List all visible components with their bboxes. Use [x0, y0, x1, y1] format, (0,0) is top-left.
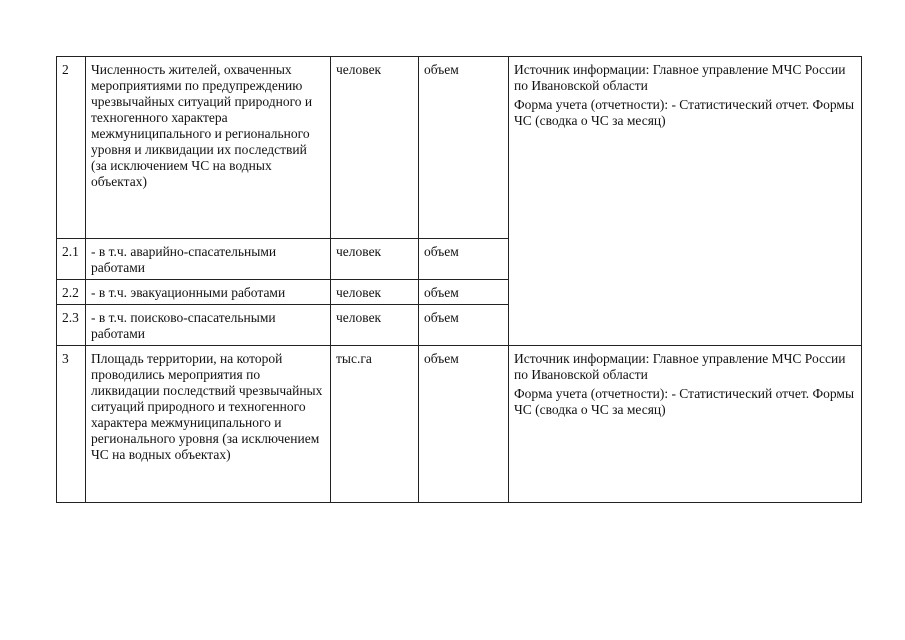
indicator-name: - в т.ч. поисково-спасательными работами [86, 305, 331, 346]
table-row [57, 346, 862, 503]
indicator-name: - в т.ч. аварийно-спасательными работами [86, 239, 331, 280]
source-cell [509, 57, 862, 346]
unit-cell: человек [331, 239, 419, 280]
row-number: 2.1 [57, 239, 86, 280]
unit-cell: человек [331, 280, 419, 305]
indicator-name: - в т.ч. эвакуационными работами [86, 280, 331, 305]
unit-cell: человек [331, 57, 419, 239]
indicator-name: Численность жителей, охваченных мероприятиями по предупреждению чрезвычайных ситуаций природного и техногенного характера межмуниципального и регионального уровня и ликвидации их последствий (за исключением ЧС на водных объектах) [86, 57, 331, 239]
row-number: 3 [57, 346, 86, 503]
source-info: Источник информации: Главное управление МЧС России по Ивановской области [514, 351, 846, 382]
method-cell: объем [419, 305, 509, 346]
unit-cell: тыс.га [331, 346, 419, 503]
row-number: 2.2 [57, 280, 86, 305]
method-cell: объем [419, 346, 509, 503]
row-number: 2.3 [57, 305, 86, 346]
method-cell: объем [419, 280, 509, 305]
indicator-name: Площадь территории, на которой проводились мероприятия по ликвидации последствий чрезвычайных ситуаций природного и техногенного характера межмуниципального и регионального уровня (за исключением ЧС на водных объектах) [86, 346, 331, 503]
source-info: Источник информации: Главное управление МЧС России по Ивановской области [514, 62, 846, 93]
source-cell [509, 346, 862, 503]
method-cell: объем [419, 57, 509, 239]
table-row [57, 57, 862, 239]
reporting-form: Форма учета (отчетности): - Статистический отчет. Формы ЧС (сводка о ЧС за месяц) [514, 97, 855, 128]
indicators-table [56, 56, 862, 503]
reporting-form: Форма учета (отчетности): - Статистический отчет. Формы ЧС (сводка о ЧС за месяц) [514, 386, 855, 417]
row-number: 2 [57, 57, 86, 239]
unit-cell: человек [331, 305, 419, 346]
method-cell: объем [419, 239, 509, 280]
